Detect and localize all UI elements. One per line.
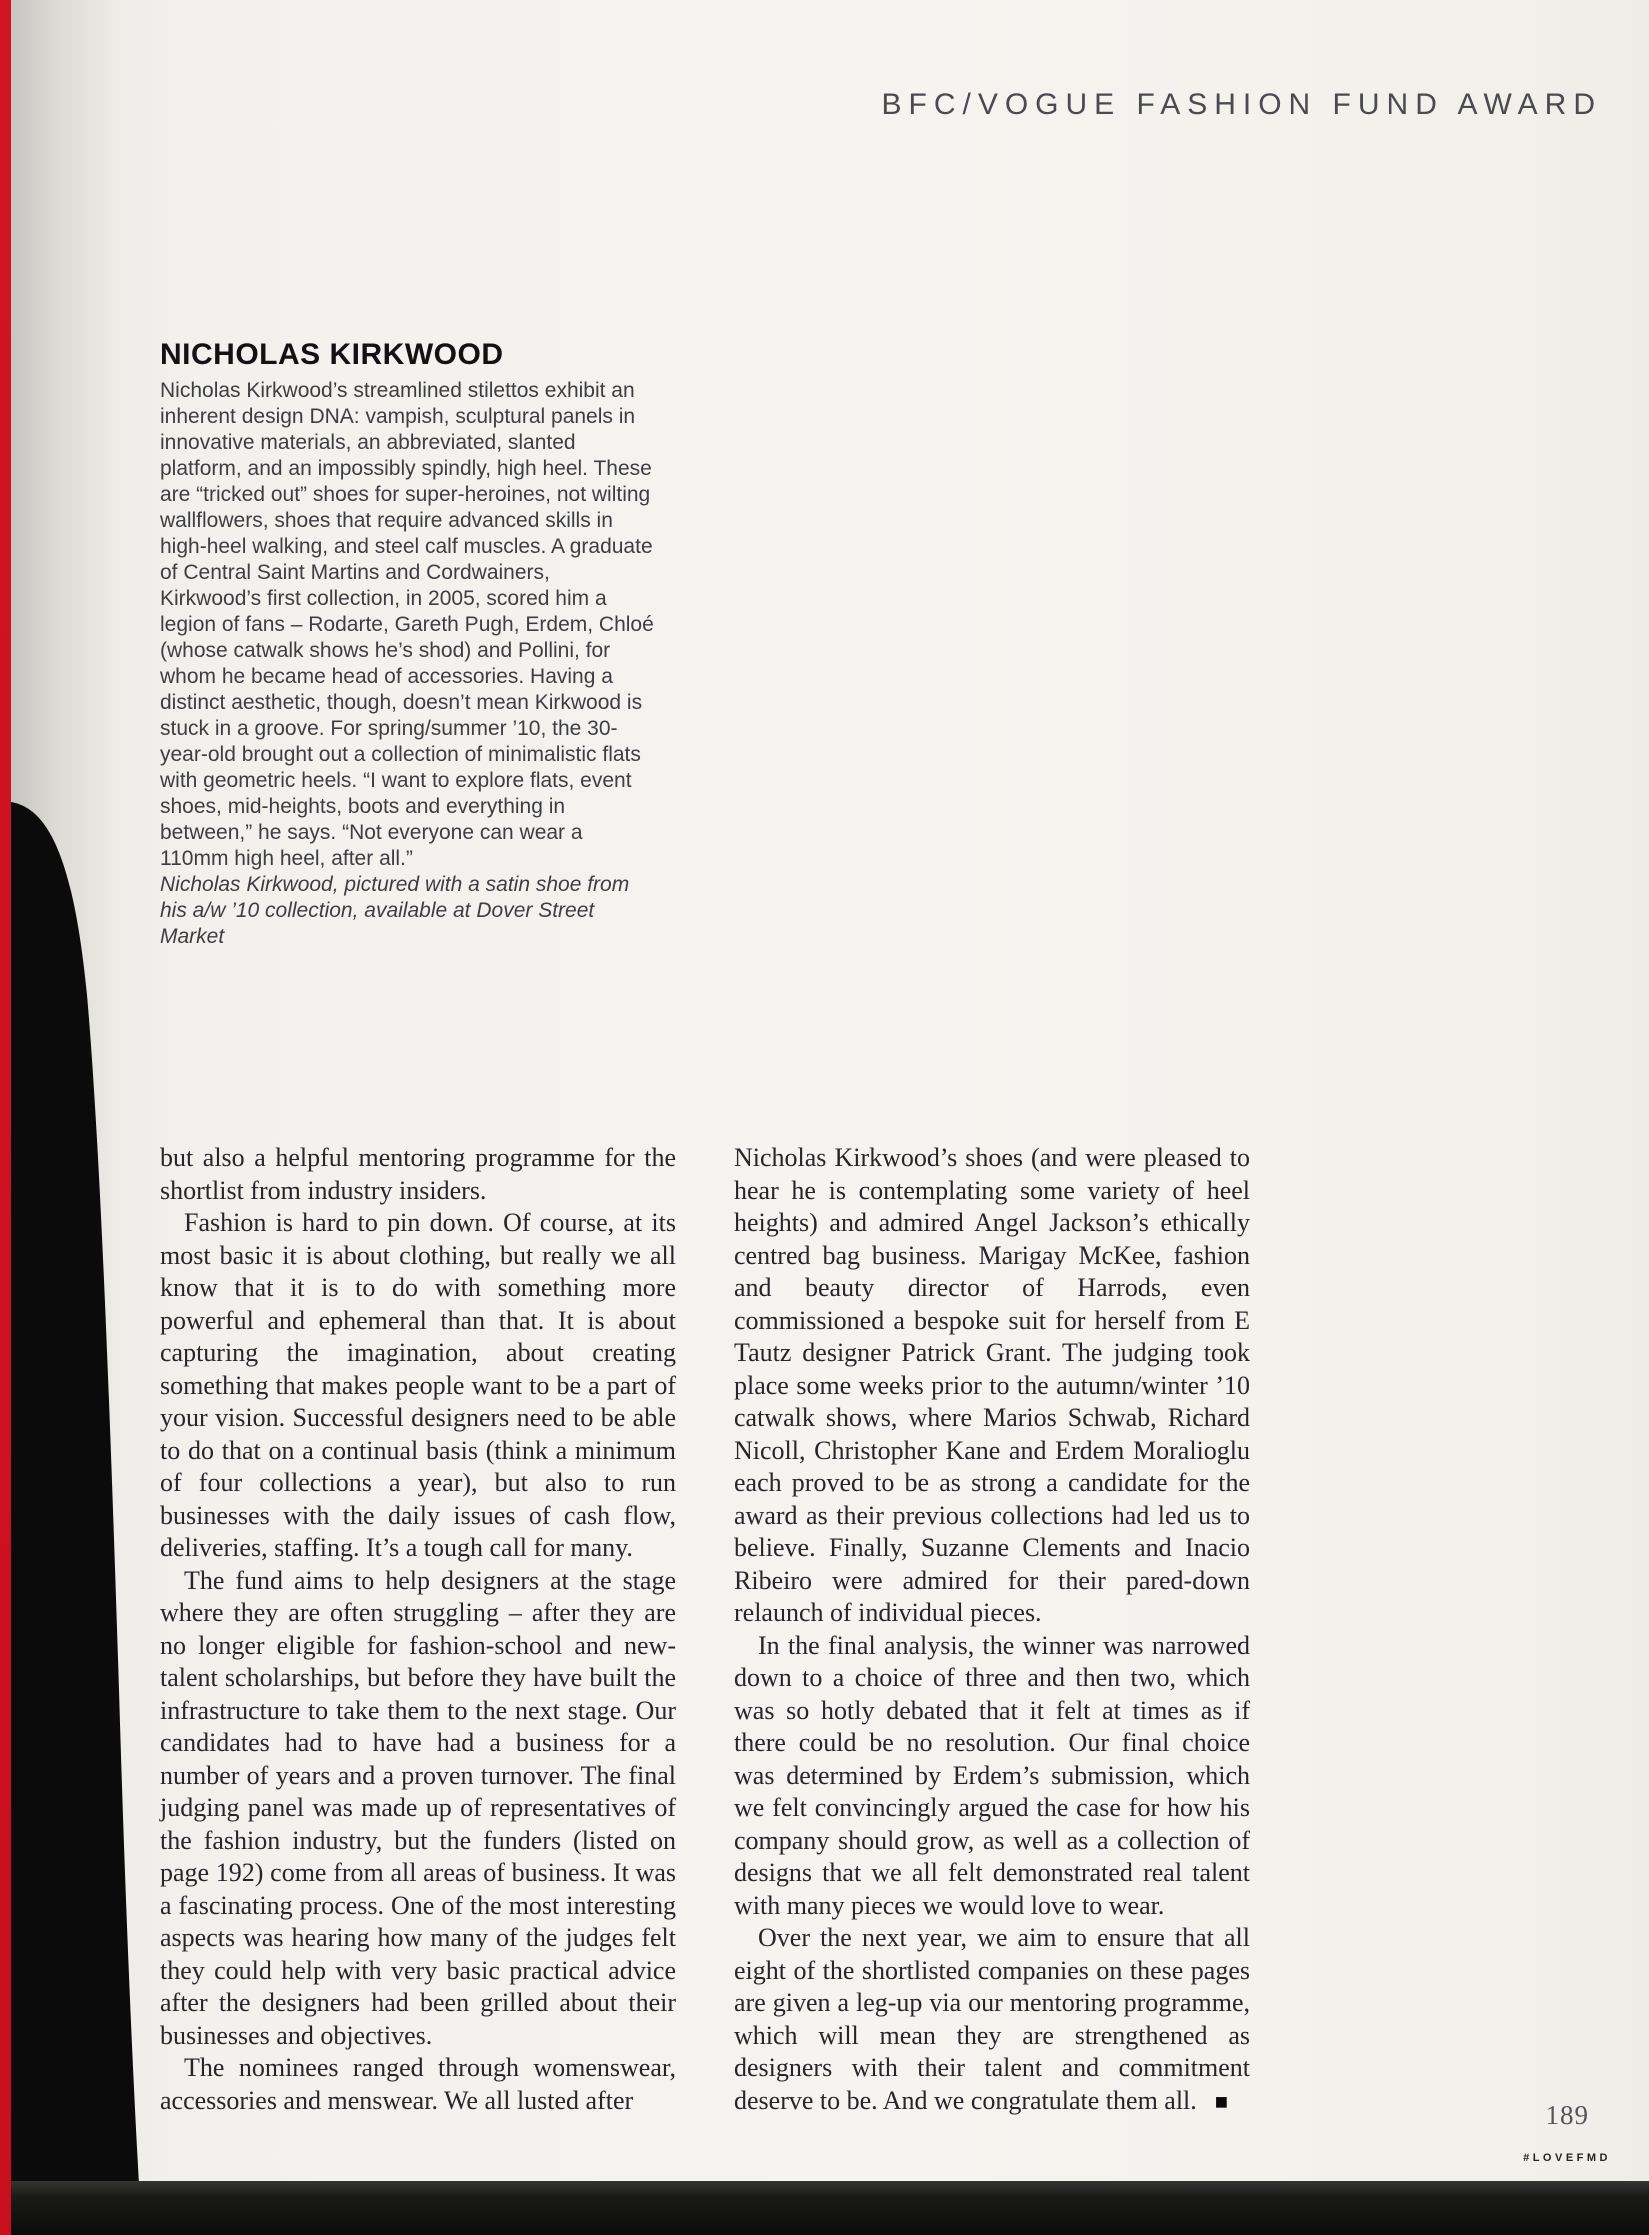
article-body: [160, 1142, 1250, 2118]
article-paragraph: Over the next year, we aim to ensure that all eight of the shortlisted companies on these pages are given a leg-up via our mentoring programme, which will mean they are strengthened as designers with their talent and commitment deserve to be. And we congratulate them all. ■: [734, 1923, 1250, 2115]
red-edge-strip: [0, 0, 11, 2235]
profile-photo-caption: Nicholas Kirkwood, pictured with a satin shoe from his a/w ’10 collection, available at Dover Street Market: [160, 873, 630, 948]
scan-bottom-band: [0, 2181, 1649, 2235]
designer-profile: [160, 338, 656, 950]
article-paragraph: Nicholas Kirkwood’s shoes (and were pleased to hear he is contemplating some variety of heel heights) and admired Angel Jackson’s ethically centred bag business. Marigay McKee, fashion and beauty director of Harrods, even commissioned a bespoke suit for herself from E Tautz designer Patrick Grant. The judging took place some weeks prior to the autumn/winter ’10 catwalk shows, where Marios Schwab, Richard Nicoll, Christopher Kane and Erdem Moralioglu each proved to be as strong a candidate for the award as their previous collections had led us to believe. Finally, Suzanne Clements and Inacio Ribeiro were admired for their pared-down relaunch of individual pieces.: [734, 1143, 1250, 1627]
page-number: 189: [1545, 2100, 1589, 2130]
article-paragraph: Fashion is hard to pin down. Of course, at its most basic it is about clothing, but really we all know that it is to do with something more powerful and ephemeral than that. It is about capturing the imagination, about creating something that makes people want to be a part of your vision. Successful designers need to be able to do that on a continual basis (think a minimum of four collections a year), but also to run businesses with the daily issues of cash flow, deliveries, staffing. It’s a tough call for many.: [160, 1208, 676, 1562]
article-paragraph: but also a helpful mentoring programme for the shortlist from industry insiders.: [160, 1143, 676, 1205]
profile-heading: NICHOLAS KIRKWOOD: [160, 338, 504, 371]
article-paragraph: The fund aims to help designers at the stage where they are often struggling – after they are no longer eligible for fashion-school and new-talent scholarships, but before they have built the infrastructure to take them to the next stage. Our candidates had to have had a business for a number of years and a proven turnover. The final judging panel was made up of representatives of the fashion industry, but the funders (listed on page 192) come from all areas of business. It was a fascinating process. One of the most interesting aspects was hearing how many of the judges felt they could help with very basic practical advice after the designers had been grilled about their businesses and objectives.: [160, 1565, 676, 2050]
article-left-column: [160, 1142, 676, 2118]
article-paragraph: The nominees ranged through womenswear, accessories and menswear. We all lusted after: [160, 2053, 676, 2115]
photo-silhouette-left: [11, 790, 151, 2235]
article-paragraph: In the final analysis, the winner was narrowed down to a choice of three and then two, which was so hotly debated that it felt at times as if there could be no resolution. Our final choice was determined by Erdem’s submission, which we felt convincingly argued the case for how his company should grow, as well as a collection of designs that we all felt demonstrated real talent with many pieces we would love to wear.: [734, 1630, 1250, 1920]
section-header-title: BFC/VOGUE FASHION FUND AWARD: [881, 88, 1602, 121]
end-of-article-mark: ■: [1214, 2088, 1229, 2114]
watermark: #LOVEFMD: [1523, 2152, 1611, 2164]
profile-body-text: Nicholas Kirkwood’s streamlined stilettos exhibit an inherent design DNA: vampish, sculptural panels in innovative materials, an abbreviated, slanted platform, and an impossibly spindly, high heel. These are “tricked out” shoes for super-heroines, not wilting wallflowers, shoes that require advanced skills in high-heel walking, and steel calf muscles. A graduate of Central Saint Martins and Cordwainers, Kirkwood’s first collection, in 2005, scored him a legion of fans – Rodarte, Gareth Pugh, Erdem, Chloé (whose catwalk shows he’s shod) and Pollini, for whom he became head of accessories. Having a distinct aesthetic, though, doesn’t mean Kirkwood is stuck in a groove. For spring/summer ’10, the 30-year-old brought out a collection of minimalistic flats with geometric heels. “I want to explore flats, event shoes, mid-heights, boots and everything in between,” he says. “Not everyone can wear a 110mm high heel, after all.”: [160, 379, 654, 870]
article-right-column: [734, 1142, 1250, 2118]
